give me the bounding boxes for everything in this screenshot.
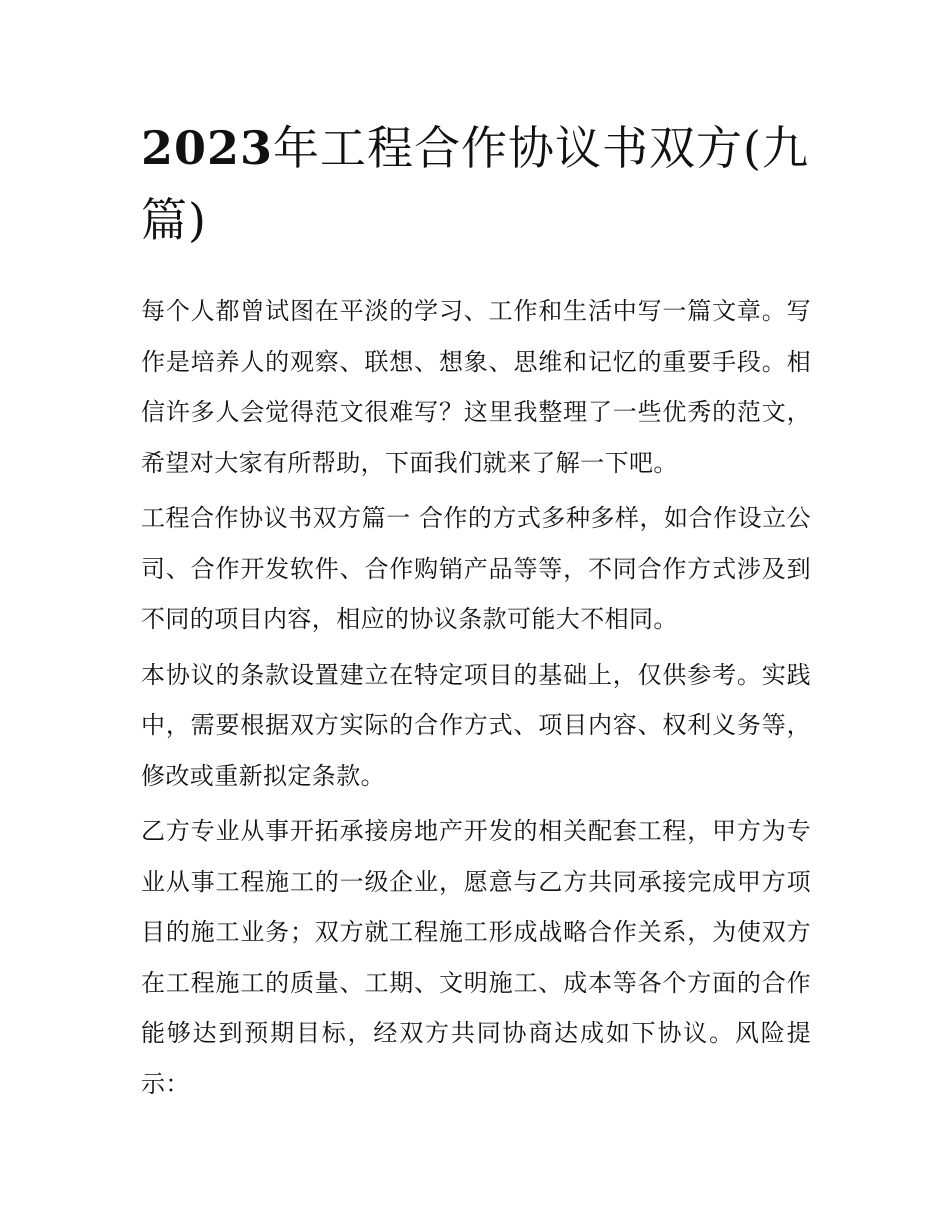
title-text: 年工程合作协议书双方(九篇) xyxy=(141,121,809,247)
agreement-paragraph: 乙方专业从事开拓承接房地产开发的相关配套工程，甲方为专业从事工程施工的一级企业，愿意与乙方共同承接完成甲方项目的施工业务；双方就工程施工形成战略合作关系，为使双方在工程施工的质量、工期、文明施工、成本等各个方面的合作能够达到预期目标，经双方共同协商达成如下协议。风险提示： xyxy=(141,817,811,1098)
section-one-paragraph: 工程合作协议书双方篇一 合作的方式多种多样，如合作设立公司、合作开发软件、合作购销产品等等，不同合作方式涉及到不同的项目内容，相应的协议条款可能大不相同。 xyxy=(141,504,811,633)
document-body xyxy=(141,112,811,1109)
intro-paragraph: 每个人都曾试图在平淡的学习、工作和生活中写一篇文章。写作是培养人的观察、联想、想象、思维和记忆的重要手段。相信许多人会觉得范文很难写？这里我整理了一些优秀的范文，希望对大家有所帮助，下面我们就来了解一下吧。 xyxy=(141,297,811,477)
document-title xyxy=(141,112,811,256)
clause-note-paragraph: 本协议的条款设置建立在特定项目的基础上，仅供参考。实践中，需要根据双方实际的合作方式、项目内容、权利义务等，修改或重新拟定条款。 xyxy=(141,660,811,790)
title-year: 2023 xyxy=(141,121,274,175)
